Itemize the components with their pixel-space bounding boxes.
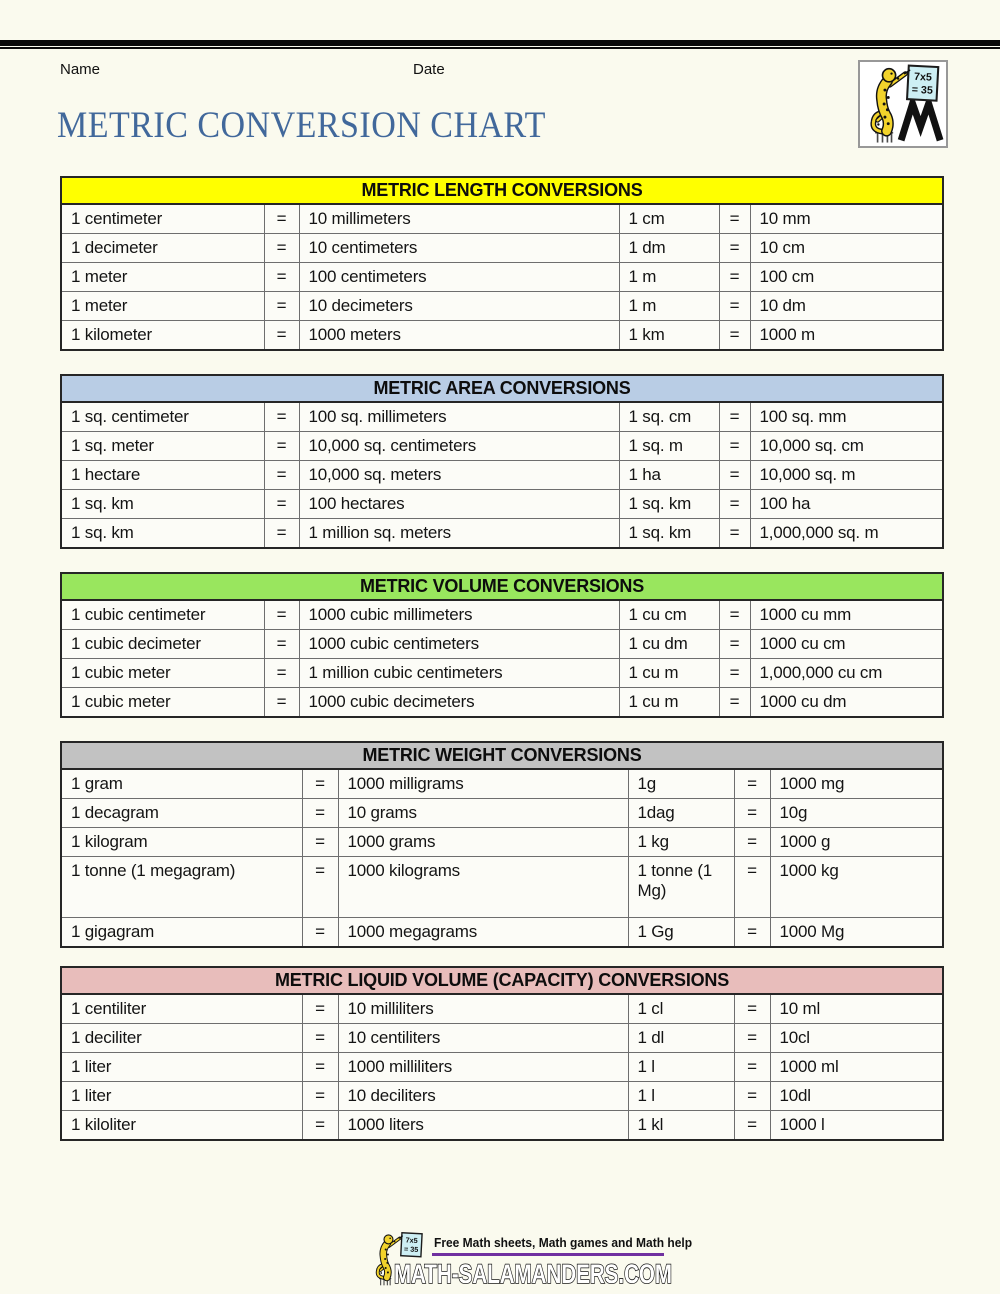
equals-cell: = [719, 403, 750, 432]
value-cell: 1000 cubic centimeters [299, 630, 619, 659]
value-cell: 10,000 sq. centimeters [299, 432, 619, 461]
unit-cell: 1 cubic decimeter [62, 630, 264, 659]
equals-cell: = [264, 630, 299, 659]
equals-cell: = [302, 770, 338, 799]
table-row [62, 630, 942, 659]
abbr-cell: 1 dm [619, 234, 719, 263]
equals-cell: = [719, 630, 750, 659]
value-cell: 1000 kilograms [338, 857, 628, 918]
value-cell: 10 deciliters [338, 1082, 628, 1111]
length-conversions-table [60, 176, 944, 351]
abbr-cell: 1 m [619, 263, 719, 292]
abbr-value-cell: 1000 cu mm [750, 601, 942, 630]
value-cell: 10 centiliters [338, 1024, 628, 1053]
equals-cell: = [734, 799, 770, 828]
equals-cell: = [734, 1053, 770, 1082]
date-field-label: Date [413, 61, 445, 78]
abbr-value-cell: 10 cm [750, 234, 942, 263]
equals-cell: = [264, 659, 299, 688]
abbr-cell: 1 km [619, 321, 719, 350]
abbr-cell: 1 m [619, 292, 719, 321]
abbr-cell: 1 cu dm [619, 630, 719, 659]
table-row [62, 688, 942, 717]
abbr-cell: 1 l [628, 1082, 734, 1111]
value-cell: 10 millimeters [299, 205, 619, 234]
value-cell: 1000 milligrams [338, 770, 628, 799]
abbr-value-cell: 1,000,000 sq. m [750, 519, 942, 548]
abbr-value-cell: 100 cm [750, 263, 942, 292]
salamander-logo-art [861, 63, 945, 145]
brand-wordmark: MATH-SALAMANDERS.COM [394, 1259, 672, 1289]
unit-cell: 1 kilometer [62, 321, 264, 350]
equals-cell: = [734, 828, 770, 857]
equals-cell: = [264, 205, 299, 234]
unit-cell: 1 tonne (1 megagram) [62, 857, 302, 918]
footer-brand-art [392, 1254, 678, 1290]
equals-cell: = [264, 688, 299, 717]
equals-cell: = [264, 432, 299, 461]
abbr-value-cell: 10dl [770, 1082, 942, 1111]
weight-table-title: METRIC WEIGHT CONVERSIONS [62, 743, 942, 770]
abbr-value-cell: 10 ml [770, 995, 942, 1024]
equals-cell: = [264, 490, 299, 519]
unit-cell: 1 cubic centimeter [62, 601, 264, 630]
unit-cell: 1 centiliter [62, 995, 302, 1024]
abbr-value-cell: 1000 mg [770, 770, 942, 799]
equals-cell: = [734, 1024, 770, 1053]
unit-cell: 1 liter [62, 1053, 302, 1082]
abbr-cell: 1 dl [628, 1024, 734, 1053]
equals-cell: = [302, 828, 338, 857]
equals-cell: = [734, 770, 770, 799]
value-cell: 100 centimeters [299, 263, 619, 292]
unit-cell: 1 centimeter [62, 205, 264, 234]
equals-cell: = [719, 292, 750, 321]
unit-cell: 1 deciliter [62, 1024, 302, 1053]
value-cell: 1000 megagrams [338, 918, 628, 947]
equals-cell: = [719, 659, 750, 688]
unit-cell: 1 meter [62, 292, 264, 321]
unit-cell: 1 kiloliter [62, 1111, 302, 1140]
top-rule-bar [0, 40, 1000, 49]
value-cell: 1 million sq. meters [299, 519, 619, 548]
table-row [62, 770, 942, 799]
equals-cell: = [302, 918, 338, 947]
abbr-cell: 1 cu cm [619, 601, 719, 630]
abbr-value-cell: 1000 ml [770, 1053, 942, 1082]
abbr-value-cell: 10cl [770, 1024, 942, 1053]
equals-cell: = [719, 490, 750, 519]
abbr-cell: 1 tonne (1 Mg) [628, 857, 734, 918]
unit-cell: 1 gigagram [62, 918, 302, 947]
value-cell: 10 centimeters [299, 234, 619, 263]
equals-cell: = [734, 857, 770, 918]
table-row [62, 403, 942, 432]
abbr-value-cell: 100 ha [750, 490, 942, 519]
equals-cell: = [719, 601, 750, 630]
abbr-value-cell: 1000 g [770, 828, 942, 857]
abbr-cell: 1 cu m [619, 659, 719, 688]
table-row [62, 519, 942, 548]
equals-cell: = [302, 857, 338, 918]
table-row [62, 432, 942, 461]
abbr-cell: 1 l [628, 1053, 734, 1082]
table-row [62, 659, 942, 688]
abbr-cell: 1 cm [619, 205, 719, 234]
abbr-value-cell: 10g [770, 799, 942, 828]
abbr-cell: 1 kl [628, 1111, 734, 1140]
unit-cell: 1 cubic meter [62, 688, 264, 717]
table-row [62, 1111, 942, 1140]
unit-cell: 1 sq. meter [62, 432, 264, 461]
unit-cell: 1 sq. centimeter [62, 403, 264, 432]
unit-cell: 1 liter [62, 1082, 302, 1111]
value-cell: 1 million cubic centimeters [299, 659, 619, 688]
unit-cell: 1 sq. km [62, 490, 264, 519]
unit-cell: 1 hectare [62, 461, 264, 490]
table-row [62, 321, 942, 350]
equals-cell: = [302, 1024, 338, 1053]
table-row [62, 234, 942, 263]
abbr-cell: 1 sq. km [619, 490, 719, 519]
math-salamanders-logo [858, 60, 948, 148]
table-row [62, 205, 942, 234]
abbr-cell: 1dag [628, 799, 734, 828]
unit-cell: 1 gram [62, 770, 302, 799]
table-row [62, 918, 942, 947]
abbr-cell: 1 sq. km [619, 519, 719, 548]
equals-cell: = [719, 519, 750, 548]
volume-conversions-table [60, 572, 944, 718]
equals-cell: = [719, 205, 750, 234]
abbr-value-cell: 1000 Mg [770, 918, 942, 947]
equals-cell: = [264, 403, 299, 432]
table-row [62, 995, 942, 1024]
abbr-cell: 1 cl [628, 995, 734, 1024]
unit-cell: 1 cubic meter [62, 659, 264, 688]
value-cell: 1000 meters [299, 321, 619, 350]
equals-cell: = [734, 1111, 770, 1140]
equals-cell: = [719, 432, 750, 461]
equals-cell: = [302, 799, 338, 828]
table-row [62, 1024, 942, 1053]
equals-cell: = [719, 461, 750, 490]
table-row [62, 828, 942, 857]
value-cell: 1000 grams [338, 828, 628, 857]
table-row [62, 1053, 942, 1082]
equals-cell: = [264, 263, 299, 292]
value-cell: 1000 cubic millimeters [299, 601, 619, 630]
equals-cell: = [264, 461, 299, 490]
length-table-title: METRIC LENGTH CONVERSIONS [62, 178, 942, 205]
abbr-cell: 1 Gg [628, 918, 734, 947]
value-cell: 100 sq. millimeters [299, 403, 619, 432]
volume-table-title: METRIC VOLUME CONVERSIONS [62, 574, 942, 601]
abbr-cell: 1 ha [619, 461, 719, 490]
unit-cell: 1 kilogram [62, 828, 302, 857]
weight-conversions-table [60, 741, 944, 948]
liquid-table-title: METRIC LIQUID VOLUME (CAPACITY) CONVERSIONS [62, 968, 942, 995]
table-row [62, 292, 942, 321]
abbr-cell: 1 kg [628, 828, 734, 857]
equals-cell: = [264, 292, 299, 321]
abbr-value-cell: 10,000 sq. m [750, 461, 942, 490]
value-cell: 10 grams [338, 799, 628, 828]
abbr-cell: 1 sq. m [619, 432, 719, 461]
abbr-value-cell: 1000 cu cm [750, 630, 942, 659]
table-row [62, 461, 942, 490]
area-table-title: METRIC AREA CONVERSIONS [62, 376, 942, 403]
abbr-value-cell: 1000 kg [770, 857, 942, 918]
page-title: METRIC CONVERSION CHART [57, 105, 546, 146]
abbr-value-cell: 10 mm [750, 205, 942, 234]
equals-cell: = [264, 321, 299, 350]
equals-cell: = [734, 995, 770, 1024]
table-row [62, 1082, 942, 1111]
value-cell: 10 decimeters [299, 292, 619, 321]
equals-cell: = [302, 1053, 338, 1082]
value-cell: 1000 cubic decimeters [299, 688, 619, 717]
table-row [62, 263, 942, 292]
unit-cell: 1 sq. km [62, 519, 264, 548]
value-cell: 1000 liters [338, 1111, 628, 1140]
abbr-value-cell: 1000 m [750, 321, 942, 350]
abbr-value-cell: 100 sq. mm [750, 403, 942, 432]
abbr-value-cell: 10 dm [750, 292, 942, 321]
abbr-cell: 1 cu m [619, 688, 719, 717]
unit-cell: 1 decimeter [62, 234, 264, 263]
unit-cell: 1 meter [62, 263, 264, 292]
value-cell: 10,000 sq. meters [299, 461, 619, 490]
abbr-value-cell: 1000 l [770, 1111, 942, 1140]
value-cell: 10 milliliters [338, 995, 628, 1024]
equals-cell: = [719, 263, 750, 292]
equals-cell: = [302, 995, 338, 1024]
abbr-value-cell: 10,000 sq. cm [750, 432, 942, 461]
area-conversions-table [60, 374, 944, 549]
unit-cell: 1 decagram [62, 799, 302, 828]
equals-cell: = [734, 1082, 770, 1111]
footer [370, 1228, 693, 1292]
liquid-volume-conversions-table [60, 966, 944, 1141]
equals-cell: = [719, 321, 750, 350]
table-row [62, 490, 942, 519]
abbr-value-cell: 1000 cu dm [750, 688, 942, 717]
footer-tagline: Free Math sheets, Math games and Math help [434, 1236, 693, 1250]
equals-cell: = [719, 234, 750, 263]
equals-cell: = [264, 601, 299, 630]
equals-cell: = [264, 519, 299, 548]
abbr-cell: 1g [628, 770, 734, 799]
value-cell: 1000 milliliters [338, 1053, 628, 1082]
abbr-cell: 1 sq. cm [619, 403, 719, 432]
equals-cell: = [302, 1111, 338, 1140]
equals-cell: = [734, 918, 770, 947]
table-row [62, 799, 942, 828]
name-field-label: Name [60, 61, 101, 78]
table-row [62, 601, 942, 630]
value-cell: 100 hectares [299, 490, 619, 519]
table-row [62, 857, 942, 918]
equals-cell: = [719, 688, 750, 717]
equals-cell: = [264, 234, 299, 263]
abbr-value-cell: 1,000,000 cu cm [750, 659, 942, 688]
equals-cell: = [302, 1082, 338, 1111]
